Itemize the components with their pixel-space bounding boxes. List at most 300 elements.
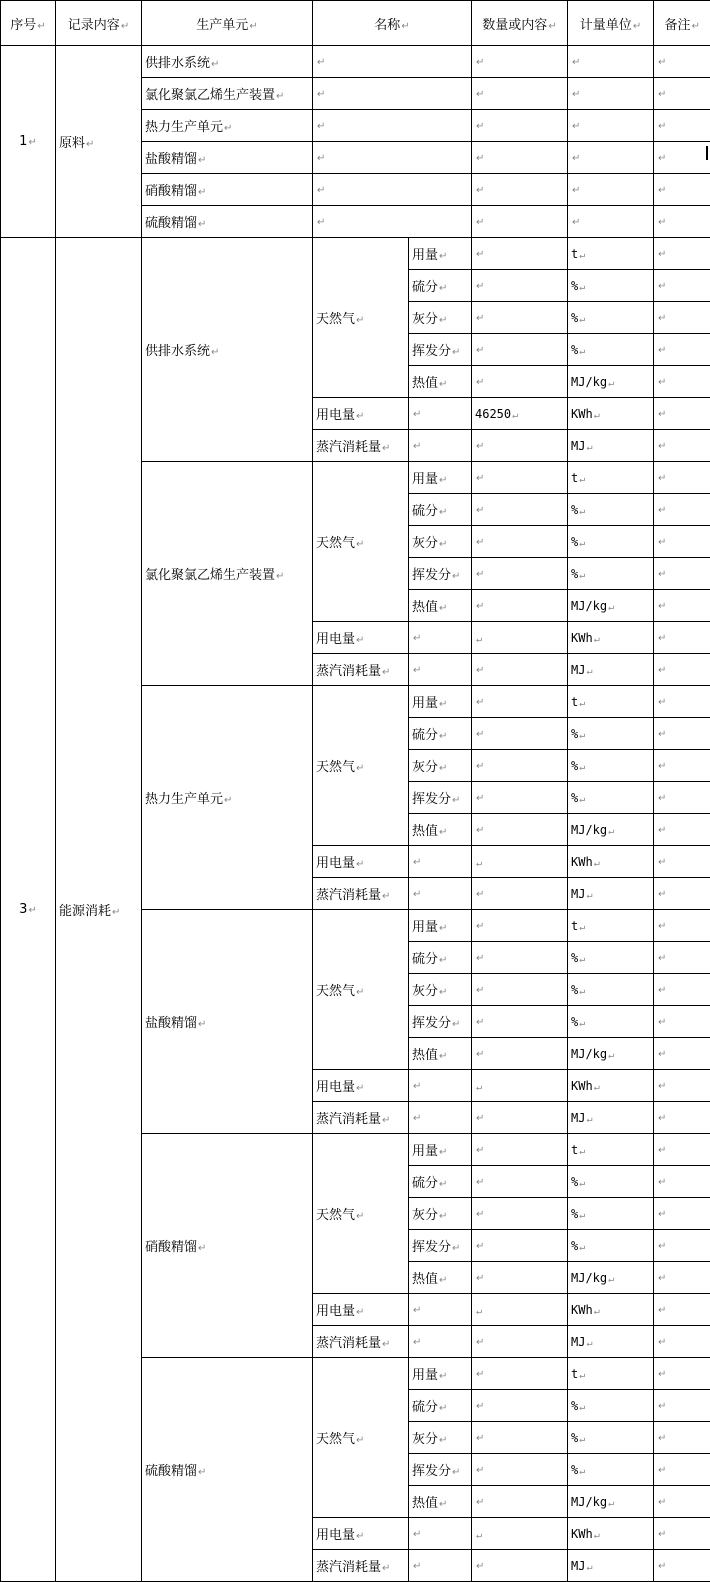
sec1-quantity <box>472 142 568 174</box>
return-mark: ↵ <box>413 1113 421 1124</box>
return-mark: ↵ <box>413 665 421 676</box>
return-mark: ↵ <box>658 633 666 644</box>
return-mark: ↵ <box>413 857 421 868</box>
return-mark: ↵ <box>382 667 390 678</box>
sec3-quantity <box>472 718 568 750</box>
measure-unit: MJ <box>571 1559 585 1573</box>
measure-unit: % <box>571 343 578 357</box>
sec3-elec-blank <box>409 622 472 654</box>
sec3-measure-unit <box>568 686 654 718</box>
return-mark: ↵ <box>586 1114 592 1125</box>
sec3-gas-name <box>313 462 409 622</box>
sec3-quantity <box>472 942 568 974</box>
return-mark: ↵ <box>476 249 484 260</box>
return-mark: ↵ <box>476 313 484 324</box>
sec3-remark <box>654 974 710 1006</box>
return-mark: ↵ <box>658 761 666 772</box>
sec3-remark <box>654 846 710 878</box>
sec3-steam-blank <box>409 1550 472 1582</box>
sec3-gas-item <box>409 1198 472 1230</box>
electricity-label: 用电量 <box>316 408 355 423</box>
return-mark: ↵ <box>476 601 484 612</box>
fuel-name: 天然气 <box>316 312 355 327</box>
return-mark: ↵ <box>317 121 325 132</box>
return-mark: ↵ <box>579 730 585 741</box>
return-mark: ↵ <box>658 921 666 932</box>
gas-property: 硫分 <box>412 1176 438 1191</box>
return-mark: ↵ <box>586 1338 592 1349</box>
return-mark: ↵ <box>276 571 284 582</box>
sec3-measure-unit <box>568 494 654 526</box>
return-mark: ↵ <box>476 697 484 708</box>
sec1-quantity <box>472 174 568 206</box>
gas-property: 硫分 <box>412 504 438 519</box>
return-mark: ↵ <box>594 1530 600 1541</box>
header-content: 记录内容↵ <box>56 1 142 46</box>
sec3-steam-name <box>313 1550 409 1582</box>
return-mark: ↵ <box>382 1339 390 1350</box>
return-mark: ↵ <box>658 1529 666 1540</box>
return-mark: ↵ <box>658 249 666 260</box>
measure-unit: % <box>571 503 578 517</box>
sec1-item-name <box>313 206 472 238</box>
return-mark: ↵ <box>476 1082 482 1093</box>
gas-property: 热值 <box>412 824 438 839</box>
measure-unit: % <box>571 1431 578 1445</box>
measure-unit: t <box>571 247 578 261</box>
return-mark: ↵ <box>476 1209 484 1220</box>
return-mark: ↵ <box>658 345 666 356</box>
sec3-seq <box>1 238 56 1582</box>
return-mark: ↵ <box>439 539 447 550</box>
sec3-remark <box>654 1070 710 1102</box>
record-content: 原料 <box>59 136 85 151</box>
return-mark: ↵ <box>658 697 666 708</box>
measure-unit: % <box>571 983 578 997</box>
return-mark: ↵ <box>439 1403 447 1414</box>
return-mark: ↵ <box>476 1401 484 1412</box>
gas-property: 用量 <box>412 1144 438 1159</box>
return-mark: ↵ <box>452 795 460 806</box>
return-mark: ↵ <box>224 123 232 134</box>
return-mark: ↵ <box>413 889 421 900</box>
return-mark: ↵ <box>211 59 219 70</box>
sec3-gas-item <box>409 974 472 1006</box>
sec3-gas-item <box>409 302 472 334</box>
return-mark: ↵ <box>439 763 447 774</box>
sec3-quantity <box>472 1358 568 1390</box>
sec3-remark <box>654 1038 710 1070</box>
return-mark: ↵ <box>658 1497 666 1508</box>
return-mark: ↵ <box>198 1019 206 1030</box>
sec3-elec-name <box>313 1070 409 1102</box>
return-mark: ↵ <box>356 315 364 326</box>
sec3-elec-value <box>472 846 568 878</box>
sec3-remark <box>654 334 710 366</box>
return-mark: ↵ <box>658 89 666 100</box>
sec3-gas-item <box>409 366 472 398</box>
measure-unit: % <box>571 759 578 773</box>
sec3-quantity <box>472 1486 568 1518</box>
sec1-measure-unit <box>568 206 654 238</box>
return-mark: ↵ <box>658 1241 666 1252</box>
sec3-measure-unit <box>568 1326 654 1358</box>
header-row <box>1 1 710 46</box>
return-mark: ↵ <box>476 1113 484 1124</box>
unit-name: 硝酸精馏 <box>145 1240 197 1255</box>
return-mark: ↵ <box>439 379 447 390</box>
sec3-quantity <box>472 558 568 590</box>
return-mark: ↵ <box>476 729 484 740</box>
return-mark: ↵ <box>658 665 666 676</box>
sec3-steam-name <box>313 654 409 686</box>
sec3-measure-unit <box>568 622 654 654</box>
return-mark: ↵ <box>579 986 585 997</box>
sec3-remark <box>654 910 710 942</box>
fuel-name: 天然气 <box>316 1208 355 1223</box>
sec3-quantity <box>472 494 568 526</box>
return-mark: ↵ <box>658 1273 666 1284</box>
sec3-measure-unit <box>568 1102 654 1134</box>
return-mark: ↵ <box>579 1434 585 1445</box>
measure-unit: % <box>571 951 578 965</box>
sec3-measure-unit <box>568 526 654 558</box>
return-mark: ↵ <box>579 282 585 293</box>
sec1-content <box>56 46 142 238</box>
fuel-name: 天然气 <box>316 984 355 999</box>
sec3-remark <box>654 1326 710 1358</box>
sec3-elec-blank <box>409 846 472 878</box>
sec3-remark <box>654 1422 710 1454</box>
return-mark: ↵ <box>579 698 585 709</box>
sec3-remark <box>654 1006 710 1038</box>
return-mark: ↵ <box>439 475 447 486</box>
measure-unit: % <box>571 311 578 325</box>
sec3-remark <box>654 462 710 494</box>
sec3-steam-name <box>313 878 409 910</box>
sec3-gas-item <box>409 1454 472 1486</box>
return-mark: ↵ <box>476 57 484 68</box>
return-mark: ↵ <box>476 1017 484 1028</box>
sec3-gas-item <box>409 1038 472 1070</box>
return-mark: ↵ <box>439 1499 447 1510</box>
return-mark: ↵ <box>86 139 94 150</box>
return-mark: ↵ <box>658 121 666 132</box>
sec3-gas-item <box>409 270 472 302</box>
return-mark: ↵ <box>594 1306 600 1317</box>
sec3-gas-item <box>409 1422 472 1454</box>
return-mark: ↵ <box>608 378 614 389</box>
sec3-measure-unit <box>568 430 654 462</box>
return-mark: ↵ <box>356 635 364 646</box>
return-mark: ↵ <box>658 409 666 420</box>
sec3-gas-name <box>313 910 409 1070</box>
return-mark: ↵ <box>439 987 447 998</box>
sec3-quantity <box>472 1134 568 1166</box>
sec3-measure-unit <box>568 398 654 430</box>
sec3-elec-value <box>472 622 568 654</box>
gas-property: 热值 <box>412 1272 438 1287</box>
header-seq: 序号↵ <box>1 1 56 46</box>
sec3-gas-item <box>409 1390 472 1422</box>
return-mark: ↵ <box>439 731 447 742</box>
return-mark: ↵ <box>476 761 484 772</box>
electricity-value: 46250 <box>475 407 511 421</box>
sec1-remark <box>654 110 710 142</box>
return-mark: ↵ <box>658 1049 666 1060</box>
return-mark: ↵ <box>658 889 666 900</box>
return-mark: ↵ <box>586 442 592 453</box>
sec1-measure-unit <box>568 142 654 174</box>
sec3-measure-unit <box>568 1294 654 1326</box>
sec3-gas-item <box>409 590 472 622</box>
return-mark: ↵ <box>579 954 585 965</box>
unit-name: 氯化聚氯乙烯生产装置 <box>145 88 275 103</box>
sec3-gas-name <box>313 238 409 398</box>
return-mark: ↵ <box>579 570 585 581</box>
gas-property: 用量 <box>412 696 438 711</box>
measure-unit: KWh <box>571 1079 593 1093</box>
measure-unit: % <box>571 1399 578 1413</box>
measure-unit: % <box>571 1175 578 1189</box>
gas-property: 硫分 <box>412 952 438 967</box>
return-mark: ↵ <box>224 795 232 806</box>
sec3-quantity <box>472 270 568 302</box>
sec3-measure-unit <box>568 942 654 974</box>
return-mark: ↵ <box>452 1467 460 1478</box>
sec3-quantity <box>472 1454 568 1486</box>
sec3-measure-unit <box>568 1070 654 1102</box>
return-mark: ↵ <box>476 569 484 580</box>
sec3-remark <box>654 590 710 622</box>
return-mark: ↵ <box>658 217 666 228</box>
gas-property: 热值 <box>412 600 438 615</box>
header-unit: 生产单元↵ <box>142 1 313 46</box>
sec3-gas-item <box>409 1134 472 1166</box>
sec1-unit-name <box>142 110 313 142</box>
return-mark: ↵ <box>658 441 666 452</box>
sec1-unit-name <box>142 46 313 78</box>
return-mark: ↵ <box>594 1082 600 1093</box>
header-remark: 备注↵ <box>654 1 710 46</box>
sec3-quantity <box>472 430 568 462</box>
return-mark: ↵ <box>586 666 592 677</box>
return-mark: ↵ <box>476 1049 484 1060</box>
sec3-measure-unit <box>568 1454 654 1486</box>
measure-unit: MJ <box>571 887 585 901</box>
sec1-measure-unit <box>568 174 654 206</box>
return-mark: ↵ <box>579 346 585 357</box>
return-mark: ↵ <box>579 314 585 325</box>
unit-name: 硫酸精馏 <box>145 1464 197 1479</box>
sec3-quantity <box>472 686 568 718</box>
sec3-remark <box>654 1166 710 1198</box>
sec1-remark <box>654 142 710 174</box>
sec3-remark <box>654 1454 710 1486</box>
return-mark: ↵ <box>658 1401 666 1412</box>
sec1-unit-name <box>142 174 313 206</box>
return-mark: ↵ <box>579 1210 585 1221</box>
sec3-remark <box>654 1358 710 1390</box>
return-mark: ↵ <box>608 826 614 837</box>
sec1-measure-unit <box>568 110 654 142</box>
return-mark: ↵ <box>198 155 206 166</box>
return-mark: ↵ <box>579 1146 585 1157</box>
return-mark: ↵ <box>439 955 447 966</box>
sec3-elec-name <box>313 1294 409 1326</box>
fuel-name: 天然气 <box>316 1432 355 1447</box>
return-mark: ↵ <box>198 187 206 198</box>
return-mark: ↵ <box>439 1275 447 1286</box>
return-mark: ↵ <box>413 409 421 420</box>
measure-unit: MJ <box>571 1111 585 1125</box>
return-mark: ↵ <box>198 1243 206 1254</box>
sec3-remark <box>654 878 710 910</box>
return-mark: ↵ <box>579 794 585 805</box>
header-measure-unit: 计量单位↵ <box>568 1 654 46</box>
return-mark: ↵ <box>658 1145 666 1156</box>
return-mark: ↵ <box>476 281 484 292</box>
return-mark: ↵ <box>572 89 580 100</box>
sec1-measure-unit <box>568 78 654 110</box>
return-mark: ↵ <box>476 473 484 484</box>
sec3-quantity <box>472 974 568 1006</box>
sec3-quantity <box>472 910 568 942</box>
return-mark: ↵ <box>594 858 600 869</box>
measure-unit: t <box>571 695 578 709</box>
measure-unit: MJ/kg <box>571 823 607 837</box>
sec3-remark <box>654 526 710 558</box>
sec3-elec-name <box>313 622 409 654</box>
sec3-quantity <box>472 878 568 910</box>
sec3-steam-name <box>313 1102 409 1134</box>
return-mark: ↵ <box>579 1370 585 1381</box>
return-mark: ↵ <box>658 313 666 324</box>
return-mark: ↵ <box>476 889 484 900</box>
sec3-measure-unit <box>568 1390 654 1422</box>
header-quantity: 数量或内容↵ <box>472 1 568 46</box>
sec3-steam-blank <box>409 1326 472 1358</box>
return-mark: ↵ <box>356 411 364 422</box>
gas-property: 热值 <box>412 1048 438 1063</box>
sec3-remark <box>654 1262 710 1294</box>
return-mark: ↵ <box>476 1337 484 1348</box>
header-name: 名称↵ <box>313 1 472 46</box>
sec3-steam-blank <box>409 1102 472 1134</box>
return-mark: ↵ <box>413 1529 421 1540</box>
unit-name: 氯化聚氯乙烯生产装置 <box>145 568 275 583</box>
gas-property: 灰分 <box>412 1432 438 1447</box>
gas-property: 硫分 <box>412 280 438 295</box>
sec3-measure-unit <box>568 1550 654 1582</box>
return-mark: ↵ <box>579 762 585 773</box>
return-mark: ↵ <box>413 1561 421 1572</box>
return-mark: ↵ <box>356 987 364 998</box>
return-mark: ↵ <box>658 1369 666 1380</box>
sec3-gas-item <box>409 910 472 942</box>
unit-name: 热力生产单元 <box>145 120 223 135</box>
sec3-gas-item <box>409 558 472 590</box>
sec3-measure-unit <box>568 846 654 878</box>
return-mark: ↵ <box>317 89 325 100</box>
return-mark: ↵ <box>439 283 447 294</box>
return-mark: ↵ <box>658 281 666 292</box>
sec3-gas-item <box>409 526 472 558</box>
sec3-quantity <box>472 1102 568 1134</box>
return-mark: ↵ <box>579 474 585 485</box>
return-mark: ↵ <box>476 121 484 132</box>
sec3-gas-item <box>409 1262 472 1294</box>
measure-unit: t <box>571 1367 578 1381</box>
sec3-remark <box>654 1102 710 1134</box>
sec3-quantity <box>472 1230 568 1262</box>
steam-label: 蒸汽消耗量 <box>316 664 381 679</box>
return-mark: ↵ <box>413 441 421 452</box>
gas-property: 灰分 <box>412 984 438 999</box>
return-mark: ↵ <box>452 347 460 358</box>
return-mark: ↵ <box>413 1081 421 1092</box>
sec3-remark <box>654 1294 710 1326</box>
return-mark: ↵ <box>658 569 666 580</box>
gas-property: 挥发分 <box>412 1016 451 1031</box>
return-mark: ↵ <box>476 634 482 645</box>
return-mark: ↵ <box>608 602 614 613</box>
return-mark: ↵ <box>476 665 484 676</box>
sec3-measure-unit <box>568 590 654 622</box>
sec3-steam-blank <box>409 654 472 686</box>
measure-unit: % <box>571 1239 578 1253</box>
return-mark: ↵ <box>439 699 447 710</box>
sec1-remark <box>654 206 710 238</box>
sec3-gas-item <box>409 1358 472 1390</box>
sec3-measure-unit <box>568 1262 654 1294</box>
measure-unit: MJ/kg <box>571 375 607 389</box>
gas-property: 硫分 <box>412 728 438 743</box>
return-mark: ↵ <box>658 1561 666 1572</box>
sec3-remark <box>654 430 710 462</box>
unit-name: 硝酸精馏 <box>145 184 197 199</box>
return-mark: ↵ <box>579 1466 585 1477</box>
sec3-measure-unit <box>568 1230 654 1262</box>
sec3-quantity <box>472 1262 568 1294</box>
return-mark: ↵ <box>476 1273 484 1284</box>
sec1-item-name <box>313 174 472 206</box>
sec1-remark <box>654 78 710 110</box>
measure-unit: % <box>571 567 578 581</box>
sec3-measure-unit <box>568 558 654 590</box>
measure-unit: % <box>571 535 578 549</box>
sec3-remark <box>654 1134 710 1166</box>
sec3-gas-item <box>409 334 472 366</box>
gas-property: 挥发分 <box>412 1464 451 1479</box>
electricity-label: 用电量 <box>316 1528 355 1543</box>
return-mark: ↵ <box>211 347 219 358</box>
record-content: 能源消耗 <box>59 904 111 919</box>
sec3-elec-blank <box>409 1070 472 1102</box>
sec3-gas-item <box>409 494 472 526</box>
return-mark: ↵ <box>658 985 666 996</box>
sec3-remark <box>654 942 710 974</box>
return-mark: ↵ <box>658 57 666 68</box>
gas-property: 热值 <box>412 376 438 391</box>
gas-property: 热值 <box>412 1496 438 1511</box>
sec3-quantity <box>472 814 568 846</box>
sec3-elec-name <box>313 398 409 430</box>
sec3-elec-blank <box>409 398 472 430</box>
sec3-quantity <box>472 654 568 686</box>
sec3-measure-unit <box>568 1198 654 1230</box>
return-mark: ↵ <box>112 907 120 918</box>
